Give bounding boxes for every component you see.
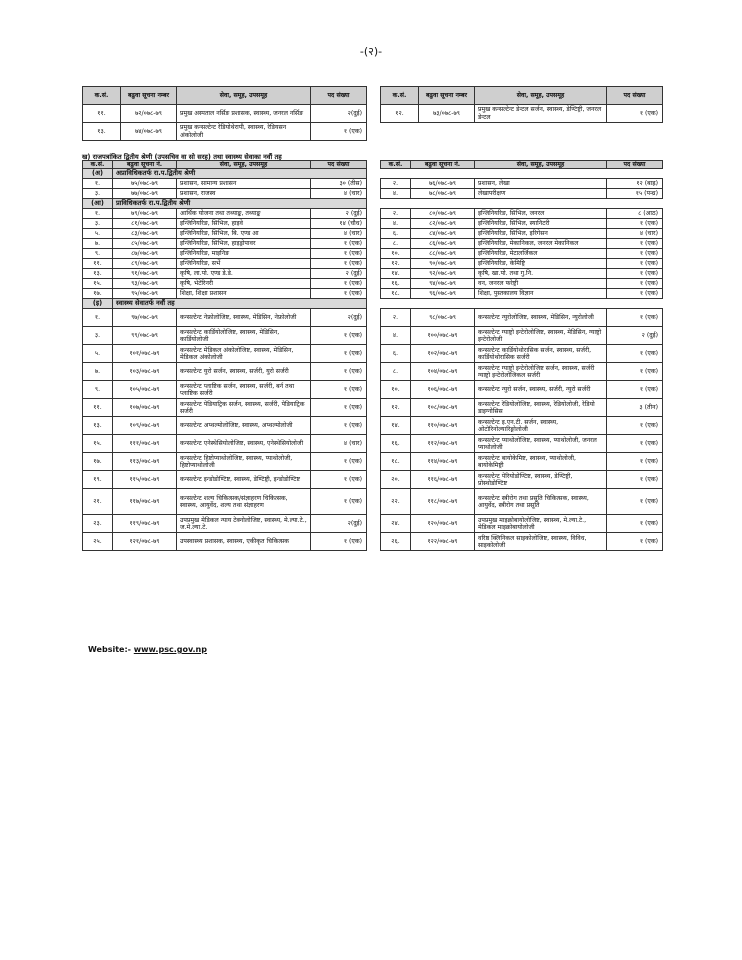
table-row (83, 209, 367, 219)
table-row (381, 309, 663, 327)
posts-cell: १ (एक) (311, 345, 367, 363)
table-row (381, 179, 663, 189)
posts-cell: १५ (पन्ध्र) (607, 189, 663, 199)
serial-cell: ९. (83, 381, 113, 399)
posts-cell: १२ (बाह्र) (607, 179, 663, 189)
service-cell: कन्सल्टेन्ट शल्य चिकित्सक/संज्ञाहरण चिकित्सक, स्वास्थ्य, आयुर्वेद, शल्य तथा संज्ञाहरण (177, 489, 311, 515)
table-row (381, 239, 663, 249)
serial-cell: ४. (381, 327, 411, 345)
notice-number-cell: १०२/०७८-७९ (411, 345, 475, 363)
notice-number-cell: ९२/०७८-७९ (411, 269, 475, 279)
notice-number-cell: ७५/०७८-७९ (113, 179, 177, 189)
table-row (83, 289, 367, 299)
posts-cell: १ (एक) (607, 453, 663, 471)
posts-cell: १ (एक) (311, 399, 367, 417)
serial-cell: १०. (381, 249, 411, 259)
serial-cell: १६. (381, 435, 411, 453)
posts-cell: १ (एक) (311, 259, 367, 269)
table-row (381, 471, 663, 489)
table-row (83, 239, 367, 249)
posts-cell: १ (एक) (607, 289, 663, 299)
table-row (381, 533, 663, 551)
col-notice: बढुवा सूचना नं. (411, 161, 475, 169)
serial-cell: ३. (83, 189, 113, 199)
service-cell: उपप्रमुख मेडिकल न्याय टेक्नोलोजिष्ट, स्वास्थ्य, मे.ल्या.टे., ज.मे.ल्या.टे. (177, 515, 311, 533)
page-number: -(२)- (359, 45, 383, 58)
serial-cell: २५. (83, 533, 113, 551)
service-cell: कन्सल्टेन्ट हिष्टोप्याथोलोजिष्ट, स्वास्थ्य, प्याथोलोजी, हिष्टोप्याथोलोजी (177, 453, 311, 471)
serial-cell: १३. (83, 123, 121, 141)
posts-cell: २ (दुई) (311, 209, 367, 219)
serial-cell: ५. (83, 229, 113, 239)
left-table (82, 160, 367, 551)
section-title: प्राविधिकतर्फ रा.प.द्वितीय श्रेणी (113, 199, 367, 209)
posts-cell: १ (एक) (607, 533, 663, 551)
service-cell: कन्सल्टेन्ट कार्डियोलोजिष्ट, स्वास्थ्य, मेडिसिन, कार्डियोलोजी (177, 327, 311, 345)
notice-number-cell: ७२/०७८-७९ (121, 105, 177, 123)
table-row (83, 417, 367, 435)
table-row (381, 105, 663, 123)
service-cell: प्रशासन, सामान्य प्रशासन (177, 179, 311, 189)
section-row (83, 169, 367, 179)
service-cell: इन्जिनियरिङ, माइनिङ (177, 249, 311, 259)
top-right-table (380, 86, 663, 123)
posts-cell: २(दुई) (311, 515, 367, 533)
service-cell: वरिष्ठ क्लिनिकल साइकोलोजिष्ट, स्वास्थ्य, विविध, साइकोलोजी (475, 533, 607, 551)
service-cell: इन्जिनियरिङ, सर्भे (177, 259, 311, 269)
service-cell: कृषि, भेटेरिनरी (177, 279, 311, 289)
table-row (381, 219, 663, 229)
service-cell: इन्जिनियरिङ, सिभिल, स्यानिटरी (475, 219, 607, 229)
serial-cell: ६. (381, 345, 411, 363)
table-row (83, 453, 367, 471)
table-row (83, 399, 367, 417)
service-cell: कन्सल्टेन्ट ग्याष्ट्रो इन्टेरोलोजिष्ट सर्जन, स्वास्थ्य, सर्जरी ग्याष्ट्रो इन्टेरोलोजिकल सर्जरी (475, 363, 607, 381)
service-cell: कन्सल्टेन्ट एनेस्थेसियोलोजिष्ट, स्वास्थ्य, एनेस्थेसियोलोजी (177, 435, 311, 453)
service-cell: प्रमुख अस्पताल नर्सिङ प्रशासक, स्वास्थ्य, जनरल नर्सिङ (177, 105, 311, 123)
notice-number-cell: ११२/०७८-७९ (411, 435, 475, 453)
notice-number-cell: ११४/०७८-७९ (411, 453, 475, 471)
notice-number-cell: ९०/०७८-७९ (411, 259, 475, 269)
posts-cell: १ (एक) (311, 381, 367, 399)
notice-number-cell: ८६/०७८-७९ (411, 239, 475, 249)
notice-number-cell: ११०/०७८-७९ (411, 417, 475, 435)
notice-number-cell: ९८/०७८-७९ (411, 309, 475, 327)
notice-number-cell: ७४/०७८-७९ (121, 123, 177, 141)
col-serial: क.सं. (381, 87, 419, 105)
blank-cell (381, 199, 663, 209)
table-row (381, 435, 663, 453)
service-cell: कन्सल्टेन्ट युरो सर्जन, स्वास्थ्य, सर्जरी, युरो सर्जरी (177, 363, 311, 381)
notice-number-cell: ७९/०७८-७९ (113, 209, 177, 219)
serial-cell: ११. (83, 259, 113, 269)
table-row (381, 515, 663, 533)
posts-cell: १ (एक) (311, 279, 367, 289)
posts-cell: १ (एक) (607, 269, 663, 279)
col-notice: बढुवा सूचना नं. (113, 161, 177, 169)
table-row (381, 327, 663, 345)
notice-number-cell: ९७/०७८-७९ (113, 309, 177, 327)
service-cell: कृषि, खा.पो. तथा गु.नि. (475, 269, 607, 279)
table-row (381, 259, 663, 269)
notice-number-cell: ७३/०७८-७९ (419, 105, 475, 123)
notice-number-cell: १२१/०७८-७९ (113, 533, 177, 551)
table-row (83, 229, 367, 239)
serial-cell: १३. (83, 417, 113, 435)
blank-cell (381, 169, 663, 179)
notice-number-cell: ८०/०७८-७९ (411, 209, 475, 219)
serial-cell: ३. (83, 327, 113, 345)
right-table (380, 160, 663, 551)
service-cell: कन्सल्टेन्ट अप्थल्मोलोजिष्ट, स्वास्थ्य, अप्थल्मोलोजी (177, 417, 311, 435)
posts-cell: १ (एक) (607, 105, 663, 123)
service-cell: कन्सल्टेन्ट इन्डोडोण्टिष्ट, स्वास्थ्य, डेण्टिष्ट्री, इन्डोडोण्टिष्ट (177, 471, 311, 489)
col-service: सेवा, समूह, उपसमूह (475, 87, 607, 105)
serial-cell: ४. (381, 189, 411, 199)
notice-number-cell: ७८/०७८-७९ (411, 189, 475, 199)
service-cell: प्रशासन, लेखा (475, 179, 607, 189)
table-row (83, 471, 367, 489)
table-row (381, 345, 663, 363)
notice-number-cell: ११८/०७८-७९ (411, 489, 475, 515)
notice-number-cell: १०९/०७८-७९ (113, 417, 177, 435)
top-left-table (82, 86, 367, 141)
serial-cell: १. (83, 209, 113, 219)
section-row (83, 299, 367, 309)
table-row (83, 279, 367, 289)
service-cell: कन्सल्टेन्ट प्लाष्टिक सर्जन, स्वास्थ्य, सर्जरी, बर्न तथा प्लाष्टिक सर्जरी (177, 381, 311, 399)
col-service: सेवा, समूह, उपसमूह (177, 161, 311, 169)
notice-number-cell: ९३/०७८-७९ (113, 279, 177, 289)
service-cell: उपस्वास्थ्य प्रशासक, स्वास्थ्य, एकीकृत चिकित्सक (177, 533, 311, 551)
table-row (381, 381, 663, 399)
table-row (83, 269, 367, 279)
serial-cell: १२. (381, 105, 419, 123)
notice-number-cell: ११७/०७८-७९ (113, 489, 177, 515)
notice-number-cell: १०१/०७८-७९ (113, 345, 177, 363)
serial-cell: २६. (381, 533, 411, 551)
notice-number-cell: ९४/०७८-७९ (411, 279, 475, 289)
posts-cell: १ (एक) (607, 471, 663, 489)
serial-cell: १०. (381, 381, 411, 399)
service-cell: कन्सल्टेन्ट न्युरो सर्जन, स्वास्थ्य, सर्जरी, न्युरो सर्जरी (475, 381, 607, 399)
notice-number-cell: १२२/०७८-७९ (411, 533, 475, 551)
posts-cell: ८ (आठ) (607, 209, 663, 219)
table-row (381, 249, 663, 259)
table-row (83, 219, 367, 229)
notice-number-cell: १२०/०७८-७९ (411, 515, 475, 533)
table-row (83, 327, 367, 345)
blank-row (381, 169, 663, 179)
table-row (381, 269, 663, 279)
notice-number-cell: ८८/०७८-७९ (411, 249, 475, 259)
posts-cell: १ (एक) (607, 259, 663, 269)
serial-cell: २. (381, 309, 411, 327)
notice-number-cell: ८४/०७८-७९ (411, 229, 475, 239)
notice-number-cell: ८३/०७८-७९ (113, 229, 177, 239)
service-cell: कन्सल्टेन्ट पेरियोडोण्टिष्ट, स्वास्थ्य, डेण्टिष्ट्री, प्रोस्थोडोण्टिष्ट (475, 471, 607, 489)
posts-cell: १ (एक) (607, 345, 663, 363)
serial-cell: २०. (381, 471, 411, 489)
service-cell: कन्सल्टेन्ट पेडियाट्रिक सर्जन, स्वास्थ्य, सर्जरी, पेडियाट्रिक सर्जरी (177, 399, 311, 417)
service-cell: इन्जिनियरिङ, सिभिल, हाइवे (177, 219, 311, 229)
posts-cell: २ (दुई) (311, 269, 367, 279)
serial-cell: ११. (83, 105, 121, 123)
posts-cell: १ (एक) (311, 289, 367, 299)
notice-number-cell: ८९/०७८-७९ (113, 259, 177, 269)
posts-cell: १ (एक) (607, 249, 663, 259)
notice-number-cell: १०७/०७८-७९ (113, 399, 177, 417)
posts-cell: ४ (चार) (311, 229, 367, 239)
table-row (381, 399, 663, 417)
service-cell: कन्सल्टेन्ट मेडिकल अंकोलोजिष्ट, स्वास्थ्य, मेडिसिन, मेडिकल अंकोलोजी (177, 345, 311, 363)
table-row (381, 189, 663, 199)
service-cell: इन्जिनियरिङ, सिभिल, हाइड्रोपावर (177, 239, 311, 249)
col-serial: क.सं. (83, 161, 113, 169)
service-cell: आर्थिक योजना तथा तथ्याङ्क, तथ्याङ्क (177, 209, 311, 219)
section-label: (इ) (83, 299, 113, 309)
notice-number-cell: ८५/०७८-७९ (113, 239, 177, 249)
notice-number-cell: ८१/०७८-७९ (113, 219, 177, 229)
posts-cell: २(दुई) (311, 309, 367, 327)
serial-cell: २३. (83, 515, 113, 533)
table-row (381, 289, 663, 299)
notice-number-cell: ११३/०७८-७९ (113, 453, 177, 471)
service-cell: कन्सल्टेन्ट कार्डियोथोरासिक सर्जन, स्वास्थ्य, सर्जरी, कार्डियोथोरासिक सर्जरी (475, 345, 607, 363)
serial-cell: १८. (381, 453, 411, 471)
service-cell: लेखापरीक्षण (475, 189, 607, 199)
col-posts: पद संख्या (607, 87, 663, 105)
table-row (381, 363, 663, 381)
notice-number-cell: ८२/०७८-७९ (411, 219, 475, 229)
section-kha-heading: ख) राजपत्रांकित द्वितीय श्रेणी (उपसचिव वा सो सरह) तथा स्वास्थ्य सेवाका नवौं तह (82, 153, 282, 161)
notice-number-cell: १०५/०७८-७९ (113, 381, 177, 399)
serial-cell: ९. (83, 249, 113, 259)
posts-cell: १ (एक) (607, 279, 663, 289)
section-label: (आ) (83, 199, 113, 209)
serial-cell: १४. (381, 417, 411, 435)
posts-cell: ४ (चार) (607, 229, 663, 239)
serial-cell: ११. (83, 399, 113, 417)
serial-cell: १३. (83, 269, 113, 279)
table-row (83, 189, 367, 199)
serial-cell: १२. (381, 399, 411, 417)
serial-cell: १. (83, 179, 113, 189)
serial-cell: ४. (381, 219, 411, 229)
notice-number-cell: ११६/०७८-७९ (411, 471, 475, 489)
service-cell: प्रमुख कन्सल्टेन्ट रेडियोथेरापी, स्वास्थ्य, रेडियसन अंकोलोजी (177, 123, 311, 141)
posts-cell: १ (एक) (311, 239, 367, 249)
table-row (83, 435, 367, 453)
posts-cell: २ (दुई) (607, 327, 663, 345)
service-cell: कन्सल्टेन्ट बायोकेमिष्ट, स्वास्थ्य, प्याथोलोजी, बायोकेमिष्ट्री (475, 453, 607, 471)
serial-cell: ८. (381, 363, 411, 381)
notice-number-cell: १०३/०७८-७९ (113, 363, 177, 381)
posts-cell: ४ (चार) (311, 435, 367, 453)
posts-cell: १ (एक) (607, 219, 663, 229)
serial-cell: ७. (83, 363, 113, 381)
serial-cell: १४. (381, 269, 411, 279)
website-footer (88, 645, 207, 654)
notice-number-cell: ९९/०७८-७९ (113, 327, 177, 345)
table-row (381, 229, 663, 239)
col-notice: बढुवा सूचना नम्बर (121, 87, 177, 105)
serial-cell: १२. (381, 259, 411, 269)
service-cell: शिक्षा, शिक्षा प्रशासन (177, 289, 311, 299)
serial-cell: ६. (381, 229, 411, 239)
table-row (83, 105, 367, 123)
posts-cell: १ (एक) (607, 435, 663, 453)
notice-number-cell: १०४/०७८-७९ (411, 363, 475, 381)
service-cell: प्रशासन, राजस्व (177, 189, 311, 199)
posts-cell: १४ (चौध) (311, 219, 367, 229)
posts-cell: १ (एक) (311, 123, 367, 141)
table-row (83, 309, 367, 327)
posts-cell: १ (एक) (311, 417, 367, 435)
service-cell: शिक्षा, पुस्तकालय विज्ञान (475, 289, 607, 299)
table-row (381, 417, 663, 435)
serial-cell: १९. (83, 471, 113, 489)
service-cell: कन्सल्टेन्ट स्त्रीरोग तथा प्रसूति चिकित्सक, स्वास्थ्य, आयुर्वेद, स्त्रीरोग तथा प्रसूति (475, 489, 607, 515)
col-service: सेवा, समूह, उपसमूह (475, 161, 607, 169)
notice-number-cell: १००/०७८-७९ (411, 327, 475, 345)
table-row (83, 345, 367, 363)
blank-cell (381, 299, 663, 309)
notice-number-cell: १०६/०७८-७९ (411, 381, 475, 399)
section-row (83, 199, 367, 209)
service-cell: प्रमुख कन्सल्टेन्ट डेन्टल सर्जन, स्वास्थ्य, डेण्टिष्ट्री, जनरल डेन्टल (475, 105, 607, 123)
col-posts: पद संख्या (311, 87, 367, 105)
serial-cell: १७. (83, 453, 113, 471)
serial-cell: ८. (381, 239, 411, 249)
table-row (381, 279, 663, 289)
service-cell: इन्जिनियरिङ, सिभिल, जनरल (475, 209, 607, 219)
posts-cell: १ (एक) (607, 309, 663, 327)
posts-cell: १ (एक) (607, 515, 663, 533)
col-service: सेवा, समूह, उपसमूह (177, 87, 311, 105)
col-notice: बढुवा सूचना नम्बर (419, 87, 475, 105)
table-row (83, 179, 367, 189)
blank-row (381, 199, 663, 209)
serial-cell: २१. (83, 489, 113, 515)
table-row (83, 123, 367, 141)
posts-cell: ३० (तीस) (311, 179, 367, 189)
serial-cell: २४. (381, 515, 411, 533)
notice-number-cell: ८७/०७८-७९ (113, 249, 177, 259)
service-cell: कन्सल्टेन्ट ग्याष्ट्रो इन्टेरोलोजिष्ट, स्वास्थ्य, मेडिसिन, ग्याष्ट्रो इन्टेरोलोजी (475, 327, 607, 345)
serial-cell: २. (381, 209, 411, 219)
table-row (381, 453, 663, 471)
posts-cell: १ (एक) (607, 381, 663, 399)
serial-cell: १७. (83, 289, 113, 299)
table-row (83, 259, 367, 269)
serial-cell: १६. (381, 279, 411, 289)
serial-cell: २. (381, 179, 411, 189)
notice-number-cell: ९१/०७८-७९ (113, 269, 177, 279)
website-label: Website:- (88, 645, 131, 654)
serial-cell: १५. (83, 279, 113, 289)
notice-number-cell: ११५/०७८-७९ (113, 471, 177, 489)
serial-cell: ७. (83, 239, 113, 249)
service-cell: इन्जिनियरिङ, सिभिल, इरिगेसन (475, 229, 607, 239)
service-cell: कन्सल्टेन्ट इ.एन.टी. सर्जन, स्वास्थ्य, ओटोरिनोल्यारिङ्गोलोजी (475, 417, 607, 435)
posts-cell: १ (एक) (311, 327, 367, 345)
notice-number-cell: ९६/०७८-७९ (411, 289, 475, 299)
serial-cell: २२. (381, 489, 411, 515)
posts-cell: १ (एक) (311, 363, 367, 381)
section-title: अप्राविधिकतर्फ रा.प.द्वितीय श्रेणी (113, 169, 367, 179)
posts-cell: १ (एक) (607, 417, 663, 435)
serial-cell: १८. (381, 289, 411, 299)
posts-cell: १ (एक) (311, 453, 367, 471)
service-cell: उपप्रमुख माइक्रोबायोलोजिष्ट, स्वास्थ्य, मे.ल्या.टे., मेडिकल माइक्रोबायोलोजी (475, 515, 607, 533)
posts-cell: १ (एक) (607, 489, 663, 515)
posts-cell: २(दुई) (311, 105, 367, 123)
serial-cell: १५. (83, 435, 113, 453)
service-cell: इन्जिनियरिङ, मेटालर्जिकल (475, 249, 607, 259)
posts-cell: १ (एक) (607, 363, 663, 381)
service-cell: कन्सल्टेन्ट नेफ्रोलोजिष्ट, स्वास्थ्य, मेडिसिन, नेफ्रोलोजी (177, 309, 311, 327)
notice-number-cell: ९५/०७८-७९ (113, 289, 177, 299)
notice-number-cell: ७७/०७८-७९ (113, 189, 177, 199)
table-row (381, 489, 663, 515)
posts-cell: १ (एक) (311, 489, 367, 515)
posts-cell: ४ (चार) (311, 189, 367, 199)
table-row (83, 533, 367, 551)
notice-number-cell: ११९/०७८-७९ (113, 515, 177, 533)
posts-cell: १ (एक) (607, 239, 663, 249)
section-title: स्वास्थ्य सेवातर्फ नवौं तह (113, 299, 367, 309)
service-cell: कन्सल्टेन्ट न्युरोलोजिष्ट, स्वास्थ्य, मेडिसिन, न्युरोलोजी (475, 309, 607, 327)
service-cell: इन्जिनियरिङ, सिभिल, बि. एण्ड आ (177, 229, 311, 239)
service-cell: कृषि, ला.पो. एण्ड डे.डे. (177, 269, 311, 279)
posts-cell: १ (एक) (311, 249, 367, 259)
section-label: (अ) (83, 169, 113, 179)
blank-row (381, 299, 663, 309)
serial-cell: ५. (83, 345, 113, 363)
posts-cell: ३ (तीन) (607, 399, 663, 417)
col-posts: पद संख्या (607, 161, 663, 169)
website-link[interactable]: www.psc.gov.np (133, 645, 207, 654)
table-row (83, 489, 367, 515)
table-row (83, 381, 367, 399)
table-row (381, 209, 663, 219)
service-cell: कन्सल्टेन्ट रेडियोलोजिष्ट, स्वास्थ्य, रेडियोलोजी, रेडियो डाइग्नोसिस (475, 399, 607, 417)
notice-number-cell: ७६/०७८-७९ (411, 179, 475, 189)
serial-cell: १. (83, 309, 113, 327)
service-cell: कन्सल्टेन्ट प्याथोलोजिष्ट, स्वास्थ्य, प्याथोलोजी, जनरल प्याथोलोजी (475, 435, 607, 453)
table-row (83, 515, 367, 533)
notice-number-cell: १०८/०७८-७९ (411, 399, 475, 417)
col-posts: पद संख्या (311, 161, 367, 169)
col-serial: क.सं. (381, 161, 411, 169)
table-row (83, 249, 367, 259)
serial-cell: ३. (83, 219, 113, 229)
service-cell: इन्जिनियरिङ, केमिष्ट्रि (475, 259, 607, 269)
notice-number-cell: १११/०७८-७९ (113, 435, 177, 453)
service-cell: वन, जनरल फरेष्ट्री (475, 279, 607, 289)
table-row (83, 363, 367, 381)
col-serial: क.सं. (83, 87, 121, 105)
posts-cell: १ (एक) (311, 471, 367, 489)
posts-cell: १ (एक) (311, 533, 367, 551)
service-cell: इन्जिनियरिङ, मेकानिकल, जनरल मेकानिकल (475, 239, 607, 249)
